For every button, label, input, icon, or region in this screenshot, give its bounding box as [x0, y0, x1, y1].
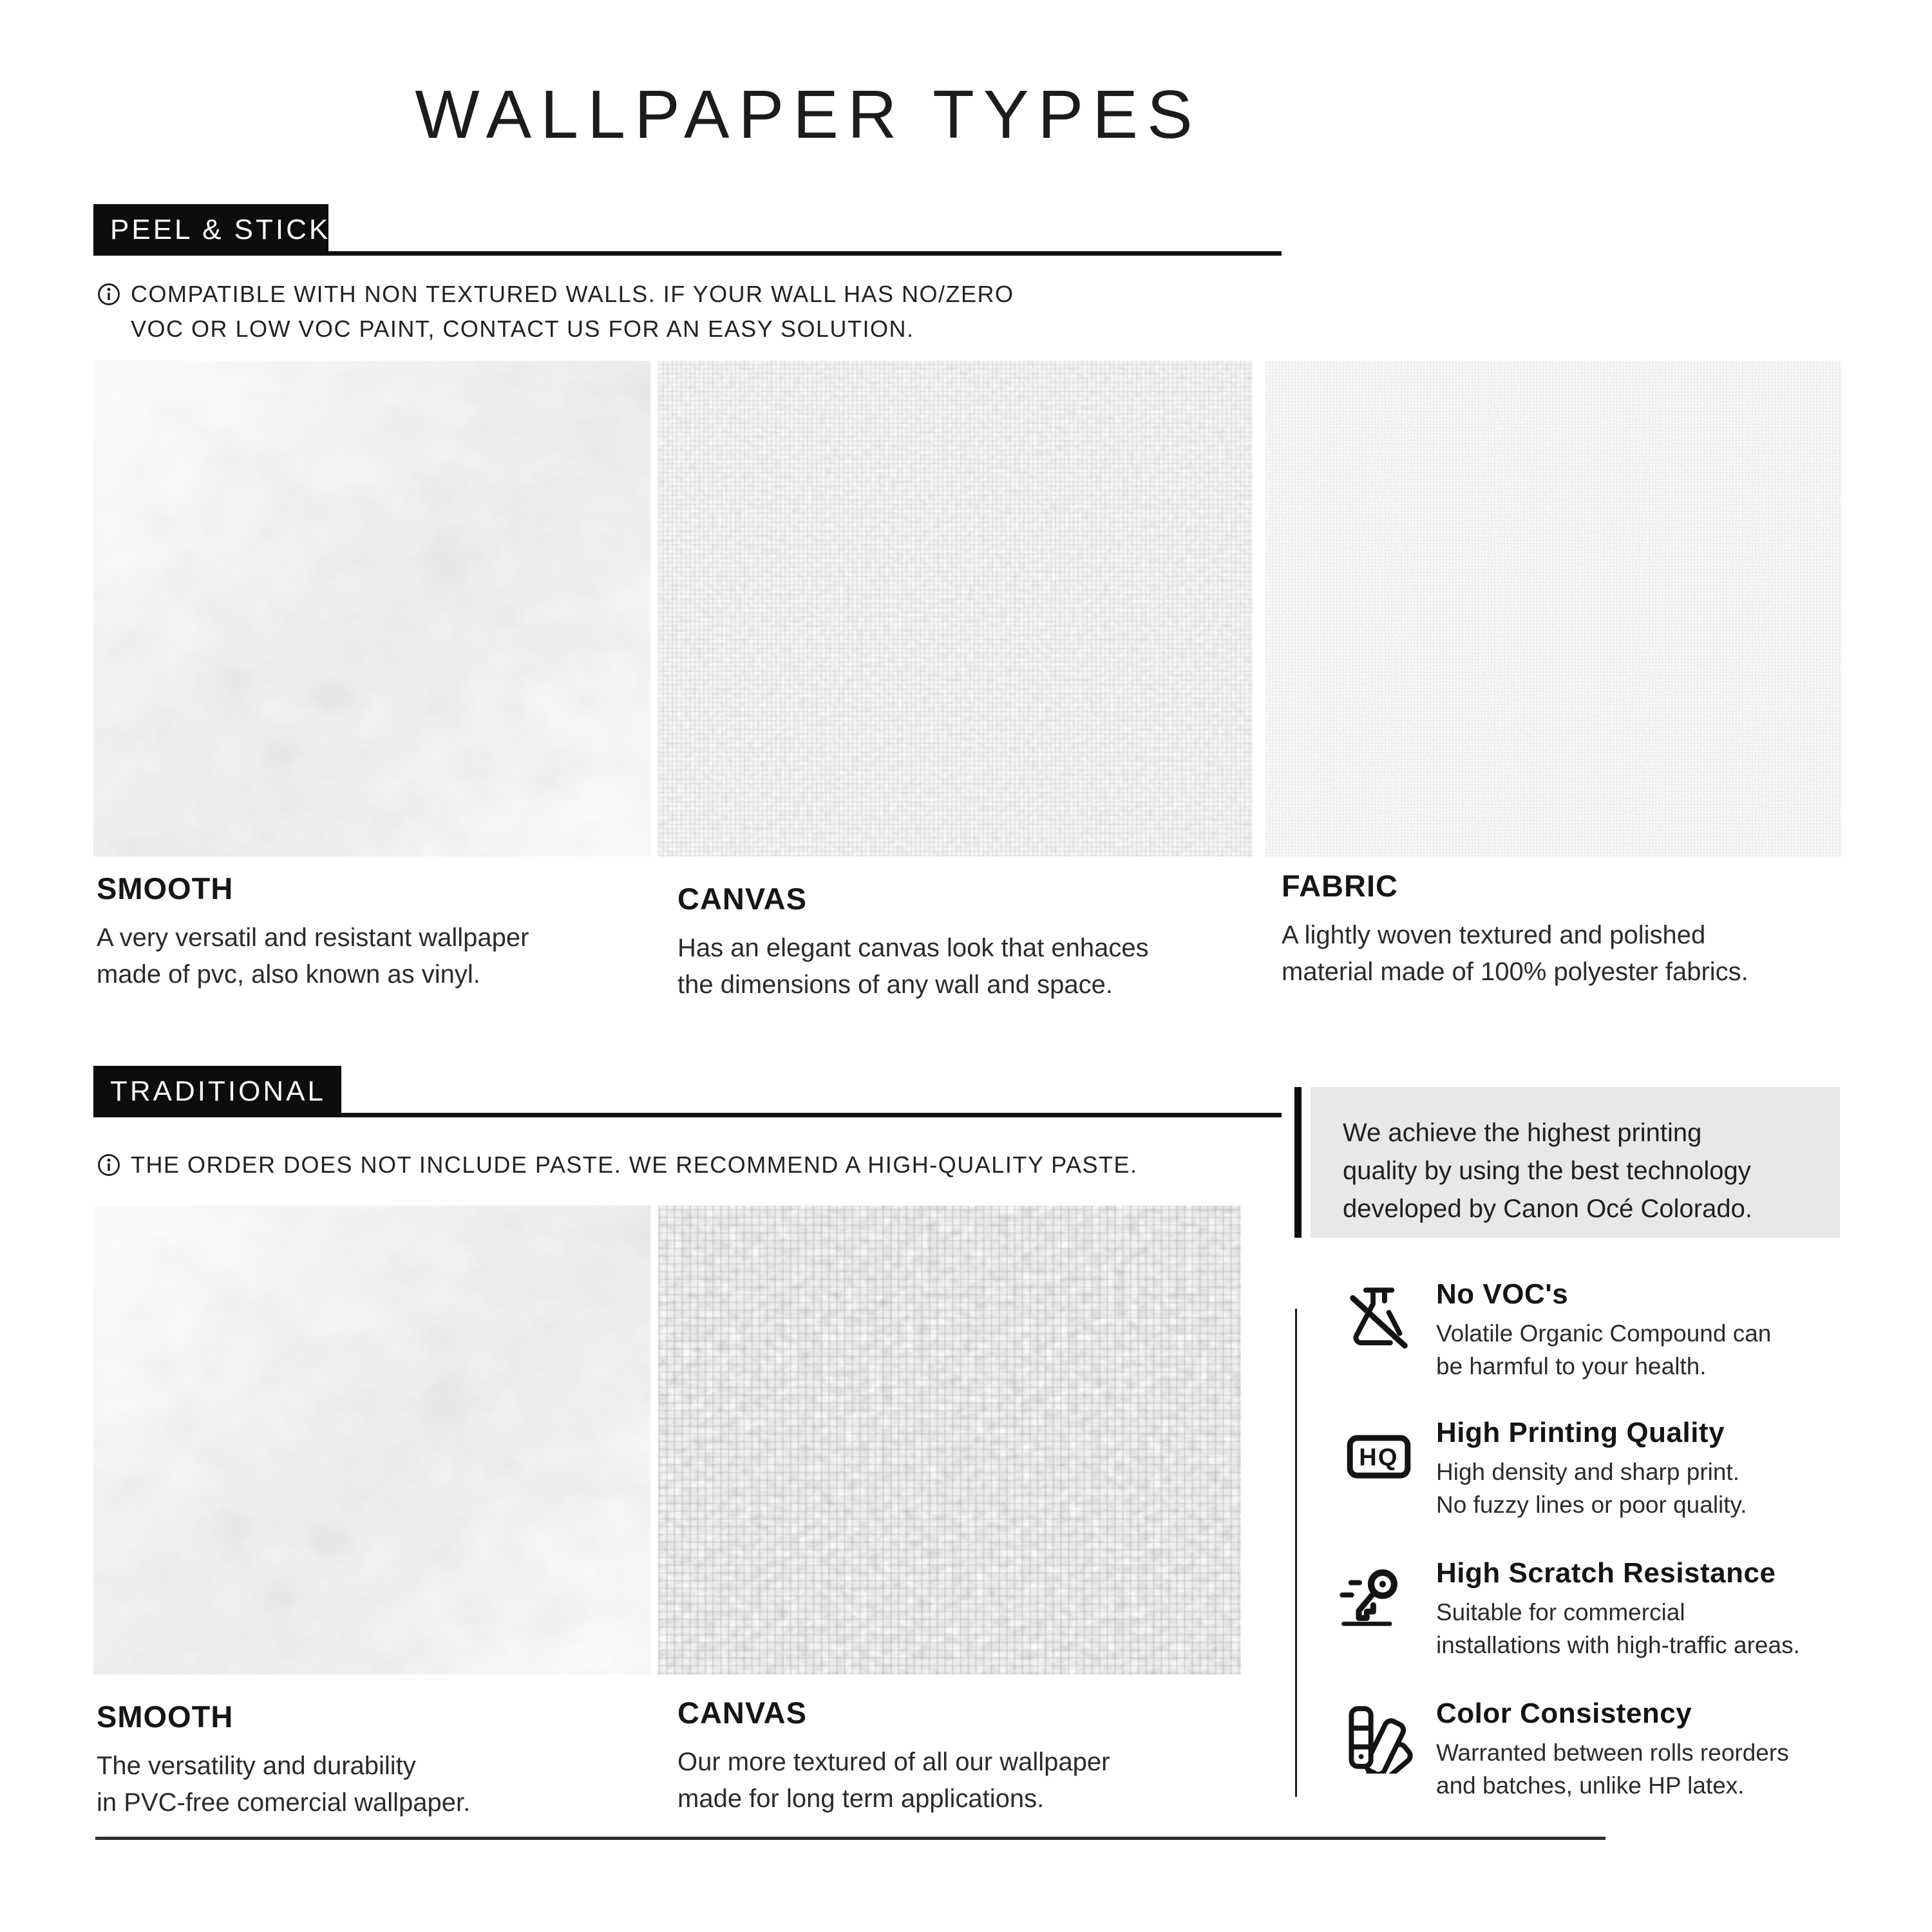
feature-item-no-voc	[1343, 1278, 1909, 1383]
swatch-description	[1282, 917, 1748, 990]
swatch-description-line: made of pvc, also known as vinyl.	[97, 960, 480, 989]
swatch-title: SMOOTH	[97, 1700, 234, 1734]
swatch-description	[677, 930, 1149, 1003]
section-rule-traditional	[341, 1113, 1282, 1117]
canvas-weave-overlay	[658, 361, 1253, 857]
swatch-description	[97, 920, 529, 993]
swatch-title: FABRIC	[1282, 869, 1398, 903]
quality-highlight-box	[1311, 1087, 1840, 1238]
feature-description	[1436, 1455, 1909, 1521]
coarse-canvas-weave-overlay	[658, 1206, 1241, 1674]
swatch-description-line: made for long term applications.	[677, 1785, 1045, 1813]
section-label-traditional	[93, 1066, 341, 1117]
feature-item-high-printing-quality	[1343, 1417, 1909, 1521]
swatch-title: SMOOTH	[97, 871, 234, 905]
features-divider-line	[1295, 1309, 1297, 1797]
section-rule-peel-stick	[328, 251, 1282, 256]
page-title: WALLPAPER TYPES	[415, 77, 1202, 153]
swatch-description-line: the dimensions of any wall and space.	[677, 971, 1113, 999]
note-line: COMPATIBLE WITH NON TEXTURED WALLS. IF YOUR WALL HAS NO/ZERO	[131, 281, 1014, 307]
feature-description	[1436, 1736, 1909, 1802]
swatch-description-line: material made of 100% polyester fabrics.	[1282, 958, 1748, 986]
hq-badge-icon	[1343, 1421, 1415, 1493]
fabric-weave-overlay	[1265, 361, 1842, 857]
feature-description-line: Volatile Organic Compound can	[1436, 1320, 1772, 1347]
swatch-image-fabric-peel-stick	[1265, 361, 1842, 857]
feature-description-line: Warranted between rolls reorders	[1436, 1739, 1789, 1766]
swatch-description	[677, 1744, 1110, 1817]
smooth-sheen-overlay	[93, 1206, 650, 1674]
feature-title: No VOC's	[1436, 1278, 1569, 1310]
info-circle-icon	[97, 282, 121, 307]
feature-item-color-consistency	[1343, 1698, 1909, 1802]
feature-description	[1436, 1596, 1909, 1662]
peel-stick-note	[97, 277, 1014, 346]
feature-description	[1436, 1317, 1909, 1383]
swatch-description-line: Our more textured of all our wallpaper	[677, 1748, 1110, 1776]
traditional-note	[97, 1148, 1138, 1182]
swatch-description	[97, 1748, 470, 1821]
feature-description-line: be harmful to your health.	[1436, 1353, 1707, 1379]
swatch-title: CANVAS	[677, 882, 807, 916]
quality-box-line: quality by using the best technology	[1343, 1157, 1751, 1185]
quality-box-line: developed by Canon Océ Colorado.	[1343, 1195, 1752, 1223]
no-voc-flask-icon	[1343, 1282, 1415, 1354]
scratch-key-icon	[1335, 1561, 1407, 1633]
color-swatches-icon	[1343, 1701, 1415, 1774]
note-line: VOC OR LOW VOC PAINT, CONTACT US FOR AN EASY SOLUTION.	[131, 316, 914, 342]
feature-title: High Scratch Resistance	[1436, 1557, 1776, 1589]
section-label-text: PEEL & STICK	[110, 214, 331, 245]
swatch-image-canvas-traditional	[658, 1206, 1241, 1674]
info-circle-icon	[97, 1153, 121, 1177]
swatch-description-line: The versatility and durability	[97, 1752, 416, 1780]
feature-description-line: Suitable for commercial	[1436, 1599, 1685, 1625]
swatch-image-smooth-peel-stick	[93, 361, 650, 857]
feature-item-high-scratch-resistance	[1343, 1557, 1909, 1662]
feature-description-line: and batches, unlike HP latex.	[1436, 1772, 1745, 1799]
feature-title: High Printing Quality	[1436, 1417, 1725, 1448]
feature-description-line: installations with high-traffic areas.	[1436, 1632, 1800, 1658]
smooth-sheen-overlay	[93, 361, 650, 857]
swatch-image-canvas-peel-stick	[658, 361, 1253, 857]
swatch-description-line: A very versatil and resistant wallpaper	[97, 923, 529, 952]
swatch-image-smooth-traditional	[93, 1206, 650, 1674]
note-line: THE ORDER DOES NOT INCLUDE PASTE. WE RECOMMEND A HIGH-QUALITY PASTE.	[131, 1151, 1138, 1178]
swatch-title: CANVAS	[677, 1696, 807, 1730]
swatch-description-line: in PVC-free comercial wallpaper.	[97, 1788, 471, 1817]
hq-badge-text: HQ	[1359, 1444, 1399, 1472]
feature-description-line: No fuzzy lines or poor quality.	[1436, 1492, 1747, 1518]
swatch-description-line: A lightly woven textured and polished	[1282, 921, 1706, 949]
bottom-rule	[95, 1837, 1605, 1840]
feature-description-line: High density and sharp print.	[1436, 1459, 1739, 1485]
quality-box-line: We achieve the highest printing	[1343, 1119, 1702, 1147]
quality-accent-bar	[1294, 1087, 1302, 1238]
swatch-description-line: Has an elegant canvas look that enhaces	[677, 934, 1149, 962]
feature-title: Color Consistency	[1436, 1698, 1692, 1729]
section-label-peel-stick	[93, 204, 331, 256]
section-label-text: TRADITIONAL	[110, 1075, 326, 1107]
